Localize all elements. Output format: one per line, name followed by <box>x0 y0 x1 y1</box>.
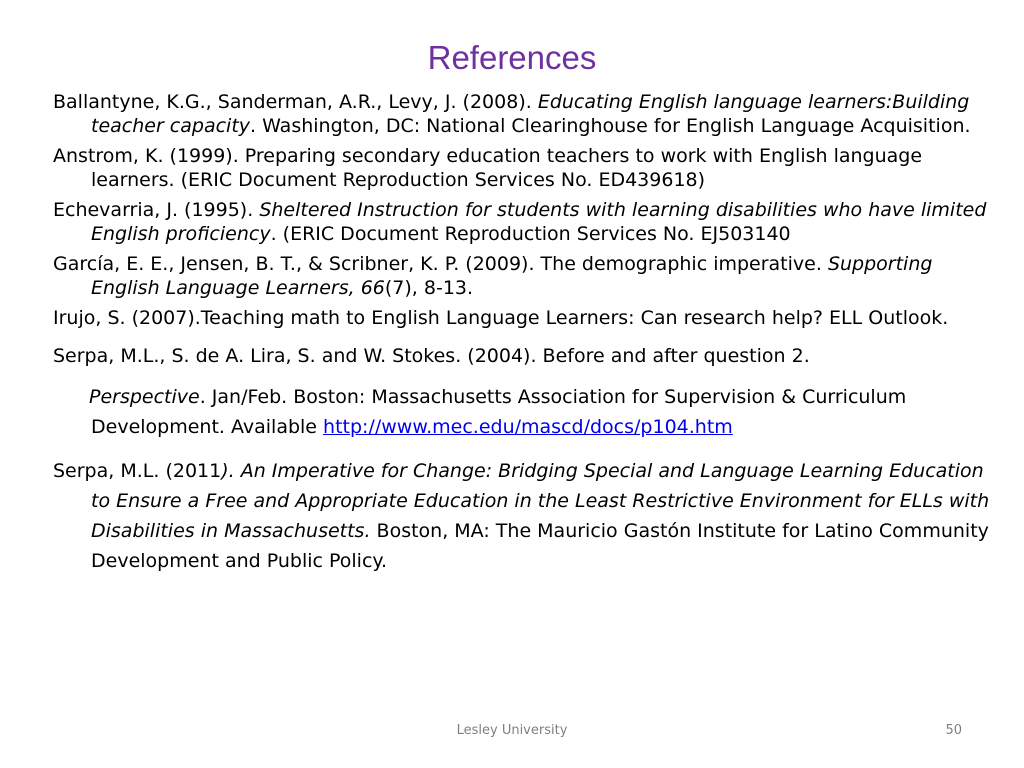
reference-title: Supporting English Language Learners, 66 <box>91 253 933 299</box>
reference-link[interactable]: http://www.mec.edu/mascd/docs/p104.htm <box>323 416 733 438</box>
reference-text: Echevarria, J. (1995). <box>53 199 260 221</box>
reference-text: . (ERIC Document Reproduction Services No. EJ503140 <box>270 223 791 245</box>
reference-item <box>53 456 1005 576</box>
reference-text: Anstrom, K. (1999). Preparing secondary education teachers to work with English language learners. (ERIC Document Reproduction Services No. ED439618) <box>53 145 923 191</box>
reference-text: Ballantyne, K.G., Sanderman, A.R., Levy, J. (2008). <box>53 91 538 113</box>
reference-text: Serpa, M.L. (2011 <box>53 460 222 482</box>
reference-item <box>53 306 1005 330</box>
reference-item <box>53 344 1005 368</box>
reference-text: Boston, MA: The Mauricio Gastón Institute for Latino Community Development and Public Policy. <box>91 520 989 572</box>
reference-item <box>53 144 1005 192</box>
reference-text: . Jan/Feb. Boston: Massachusetts Association for Supervision & Curriculum Development. Available <box>91 386 907 438</box>
page-number: 50 <box>945 723 962 738</box>
reference-text: Irujo, S. (2007).Teaching math to English Language Learners: Can research help? ELL Outlook. <box>53 307 949 329</box>
reference-title: Educating English language learners:Building teacher capacity <box>91 91 970 137</box>
reference-text: Serpa, M.L., S. de A. Lira, S. and W. Stokes. (2004). Before and after question 2. <box>53 345 810 367</box>
slide-title: References <box>427 39 597 76</box>
reference-item <box>53 198 1005 246</box>
footer-text: Lesley University <box>456 723 568 738</box>
reference-title: Sheltered Instruction for students with learning disabilities who have limited English proficiency <box>91 199 987 245</box>
reference-text: . Washington, DC: National Clearinghouse for English Language Acquisition. <box>250 115 971 137</box>
reference-title: Perspective <box>89 386 200 408</box>
reference-item <box>53 382 1005 442</box>
reference-text: García, E. E., Jensen, B. T., & Scribner, K. P. (2009). The demographic imperative. <box>53 253 828 275</box>
reference-item <box>53 252 1005 300</box>
reference-item <box>53 90 1005 138</box>
reference-text: (7), 8-13. <box>384 277 474 299</box>
reference-list <box>53 90 1005 576</box>
reference-title: ). An Imperative for Change: Bridging Special and Language Learning Education to Ensure a Free and Appropriate Education in the Least Restrictive Environment for ELLs with Disabilities in Massachusetts. <box>91 460 990 542</box>
